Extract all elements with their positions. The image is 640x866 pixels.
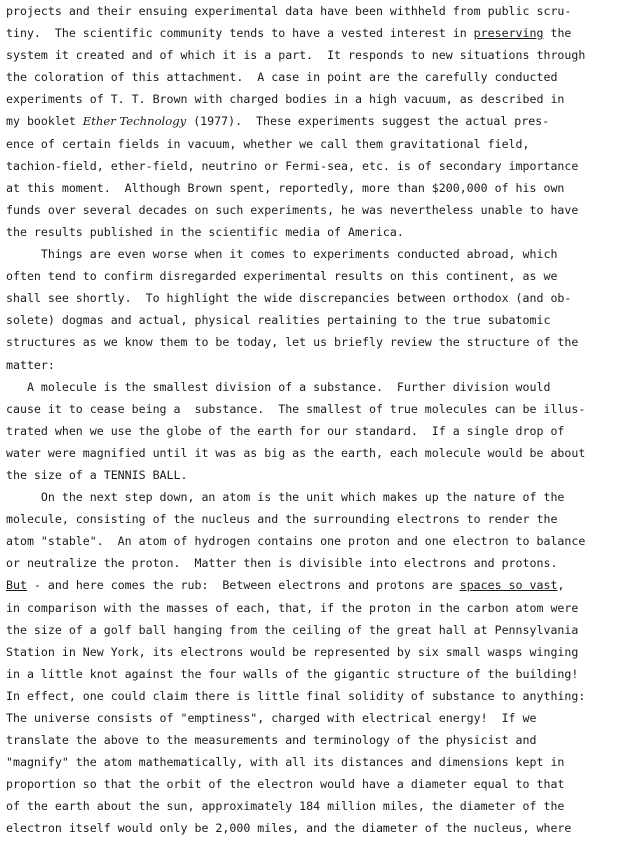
text-line <box>6 442 632 464</box>
text-line <box>6 773 632 795</box>
text-segment: proportion so that the orbit of the electron would have a diameter equal to that <box>6 777 565 792</box>
text-segment: , <box>557 578 565 593</box>
text-segment: projects and their ensuing experimental data have been withheld from public scru- <box>6 4 572 18</box>
text-line <box>6 265 632 287</box>
text-segment: funds over several decades on such experiments, he was nevertheless unable to have <box>6 202 579 217</box>
text-line <box>6 707 632 729</box>
text-segment: my booklet <box>6 114 83 129</box>
text-segment: the <box>543 26 572 41</box>
text-segment: in a little knot against the four walls of the gigantic structure of the building! <box>6 666 579 681</box>
document-page <box>6 0 632 840</box>
text-segment: "magnify" the atom mathematically, with all its distances and dimensions kept in <box>6 755 565 770</box>
text-segment: shall see shortly. To highlight the wide discrepancies between orthodox (and ob- <box>6 291 572 306</box>
italic-title: Ether Technology <box>82 114 187 129</box>
text-line <box>6 44 632 66</box>
text-segment: experiments of T. T. Brown with charged bodies in a high vacuum, as described in <box>6 92 565 107</box>
text-line <box>6 155 632 177</box>
text-line <box>6 817 632 839</box>
text-segment: translate the above to the measurements and terminology of the physicist and <box>6 733 537 748</box>
text-line <box>6 177 632 199</box>
text-line <box>6 751 632 773</box>
text-line <box>6 641 632 663</box>
text-line <box>6 729 632 751</box>
text-line <box>6 221 632 243</box>
text-line <box>6 420 632 442</box>
text-segment: the size of a golf ball hanging from the ceiling of the great hall at Pennsylvania <box>6 622 579 637</box>
text-segment: trated when we use the globe of the earth for our standard. If a single drop of <box>6 423 565 438</box>
text-segment: - and here comes the rub: Between electrons and protons are <box>26 578 460 593</box>
text-segment: the size of a TENNIS BALL. <box>6 467 188 482</box>
text-segment: (1977). These experiments suggest the actual pres- <box>186 114 550 129</box>
underlined-text: But <box>6 578 27 593</box>
text-segment: A molecule is the smallest division of a substance. Further division would <box>6 379 551 394</box>
text-segment: often tend to confirm disregarded experimental results on this continent, as we <box>6 269 558 284</box>
text-segment: the results published in the scientific media of America. <box>6 224 404 239</box>
text-line <box>6 287 632 309</box>
text-line <box>6 66 632 88</box>
text-segment: ence of certain fields in vacuum, whether we call them gravitational field, <box>6 136 530 151</box>
text-line <box>6 309 632 331</box>
text-line <box>6 685 632 707</box>
text-line <box>6 354 632 376</box>
text-line <box>6 464 632 486</box>
text-segment: The universe consists of "emptiness", charged with electrical energy! If we <box>6 711 537 725</box>
text-line <box>6 243 632 265</box>
text-line <box>6 199 632 221</box>
text-segment: at this moment. Although Brown spent, reportedly, more than $200,000 of his own <box>6 180 565 195</box>
text-segment: On the next step down, an atom is the unit which makes up the nature of the <box>6 490 565 505</box>
text-line <box>6 22 632 44</box>
text-segment: cause it to cease being a substance. The smallest of true molecules can be illus- <box>6 401 586 416</box>
text-segment: electron itself would only be 2,000 miles, and the diameter of the nucleus, where <box>6 821 572 836</box>
text-segment: tiny. The scientific community tends to have a vested interest in <box>6 26 474 41</box>
text-line <box>6 0 632 22</box>
text-line <box>6 795 632 817</box>
text-line <box>6 508 632 530</box>
text-line <box>6 376 632 398</box>
text-line <box>6 486 632 508</box>
text-segment: water were magnified until it was as big as the earth, each molecule would be about <box>6 445 586 460</box>
underlined-text: preserving <box>473 26 544 41</box>
text-line <box>6 398 632 420</box>
text-segment: or neutralize the proton. Matter then is divisible into electrons and protons. <box>6 556 558 571</box>
text-line <box>6 574 632 596</box>
text-line <box>6 331 632 353</box>
underlined-text: spaces so vast <box>459 578 558 593</box>
text-line <box>6 619 632 641</box>
text-line <box>6 552 632 574</box>
text-segment: tachion-field, ether-field, neutrino or Fermi-sea, etc. is of secondary importance <box>6 158 579 173</box>
text-line <box>6 663 632 685</box>
text-line <box>6 597 632 619</box>
text-line <box>6 133 632 155</box>
text-segment: atom "stable". An atom of hydrogen contains one proton and one electron to balance <box>6 534 586 549</box>
text-segment: system it created and of which it is a part. It responds to new situations through <box>6 48 586 63</box>
text-segment: solete) dogmas and actual, physical realities pertaining to the true subatomic <box>6 313 551 328</box>
text-line <box>6 110 632 132</box>
text-line <box>6 88 632 110</box>
text-segment: Station in New York, its electrons would be represented by six small wasps winging <box>6 644 579 659</box>
text-segment: structures as we know them to be today, let us briefly review the structure of the <box>6 335 579 350</box>
text-segment: of the earth about the sun, approximately 184 million miles, the diameter of the <box>6 799 565 814</box>
text-segment: the coloration of this attachment. A case in point are the carefully conducted <box>6 70 558 85</box>
text-segment: In effect, one could claim there is little final solidity of substance to anything: <box>6 688 586 703</box>
text-segment: matter: <box>6 357 55 372</box>
text-line <box>6 530 632 552</box>
text-segment: molecule, consisting of the nucleus and the surrounding electrons to render the <box>6 512 558 527</box>
text-segment: in comparison with the masses of each, that, if the proton in the carbon atom were <box>6 600 579 615</box>
text-segment: Things are even worse when it comes to experiments conducted abroad, which <box>6 247 558 262</box>
